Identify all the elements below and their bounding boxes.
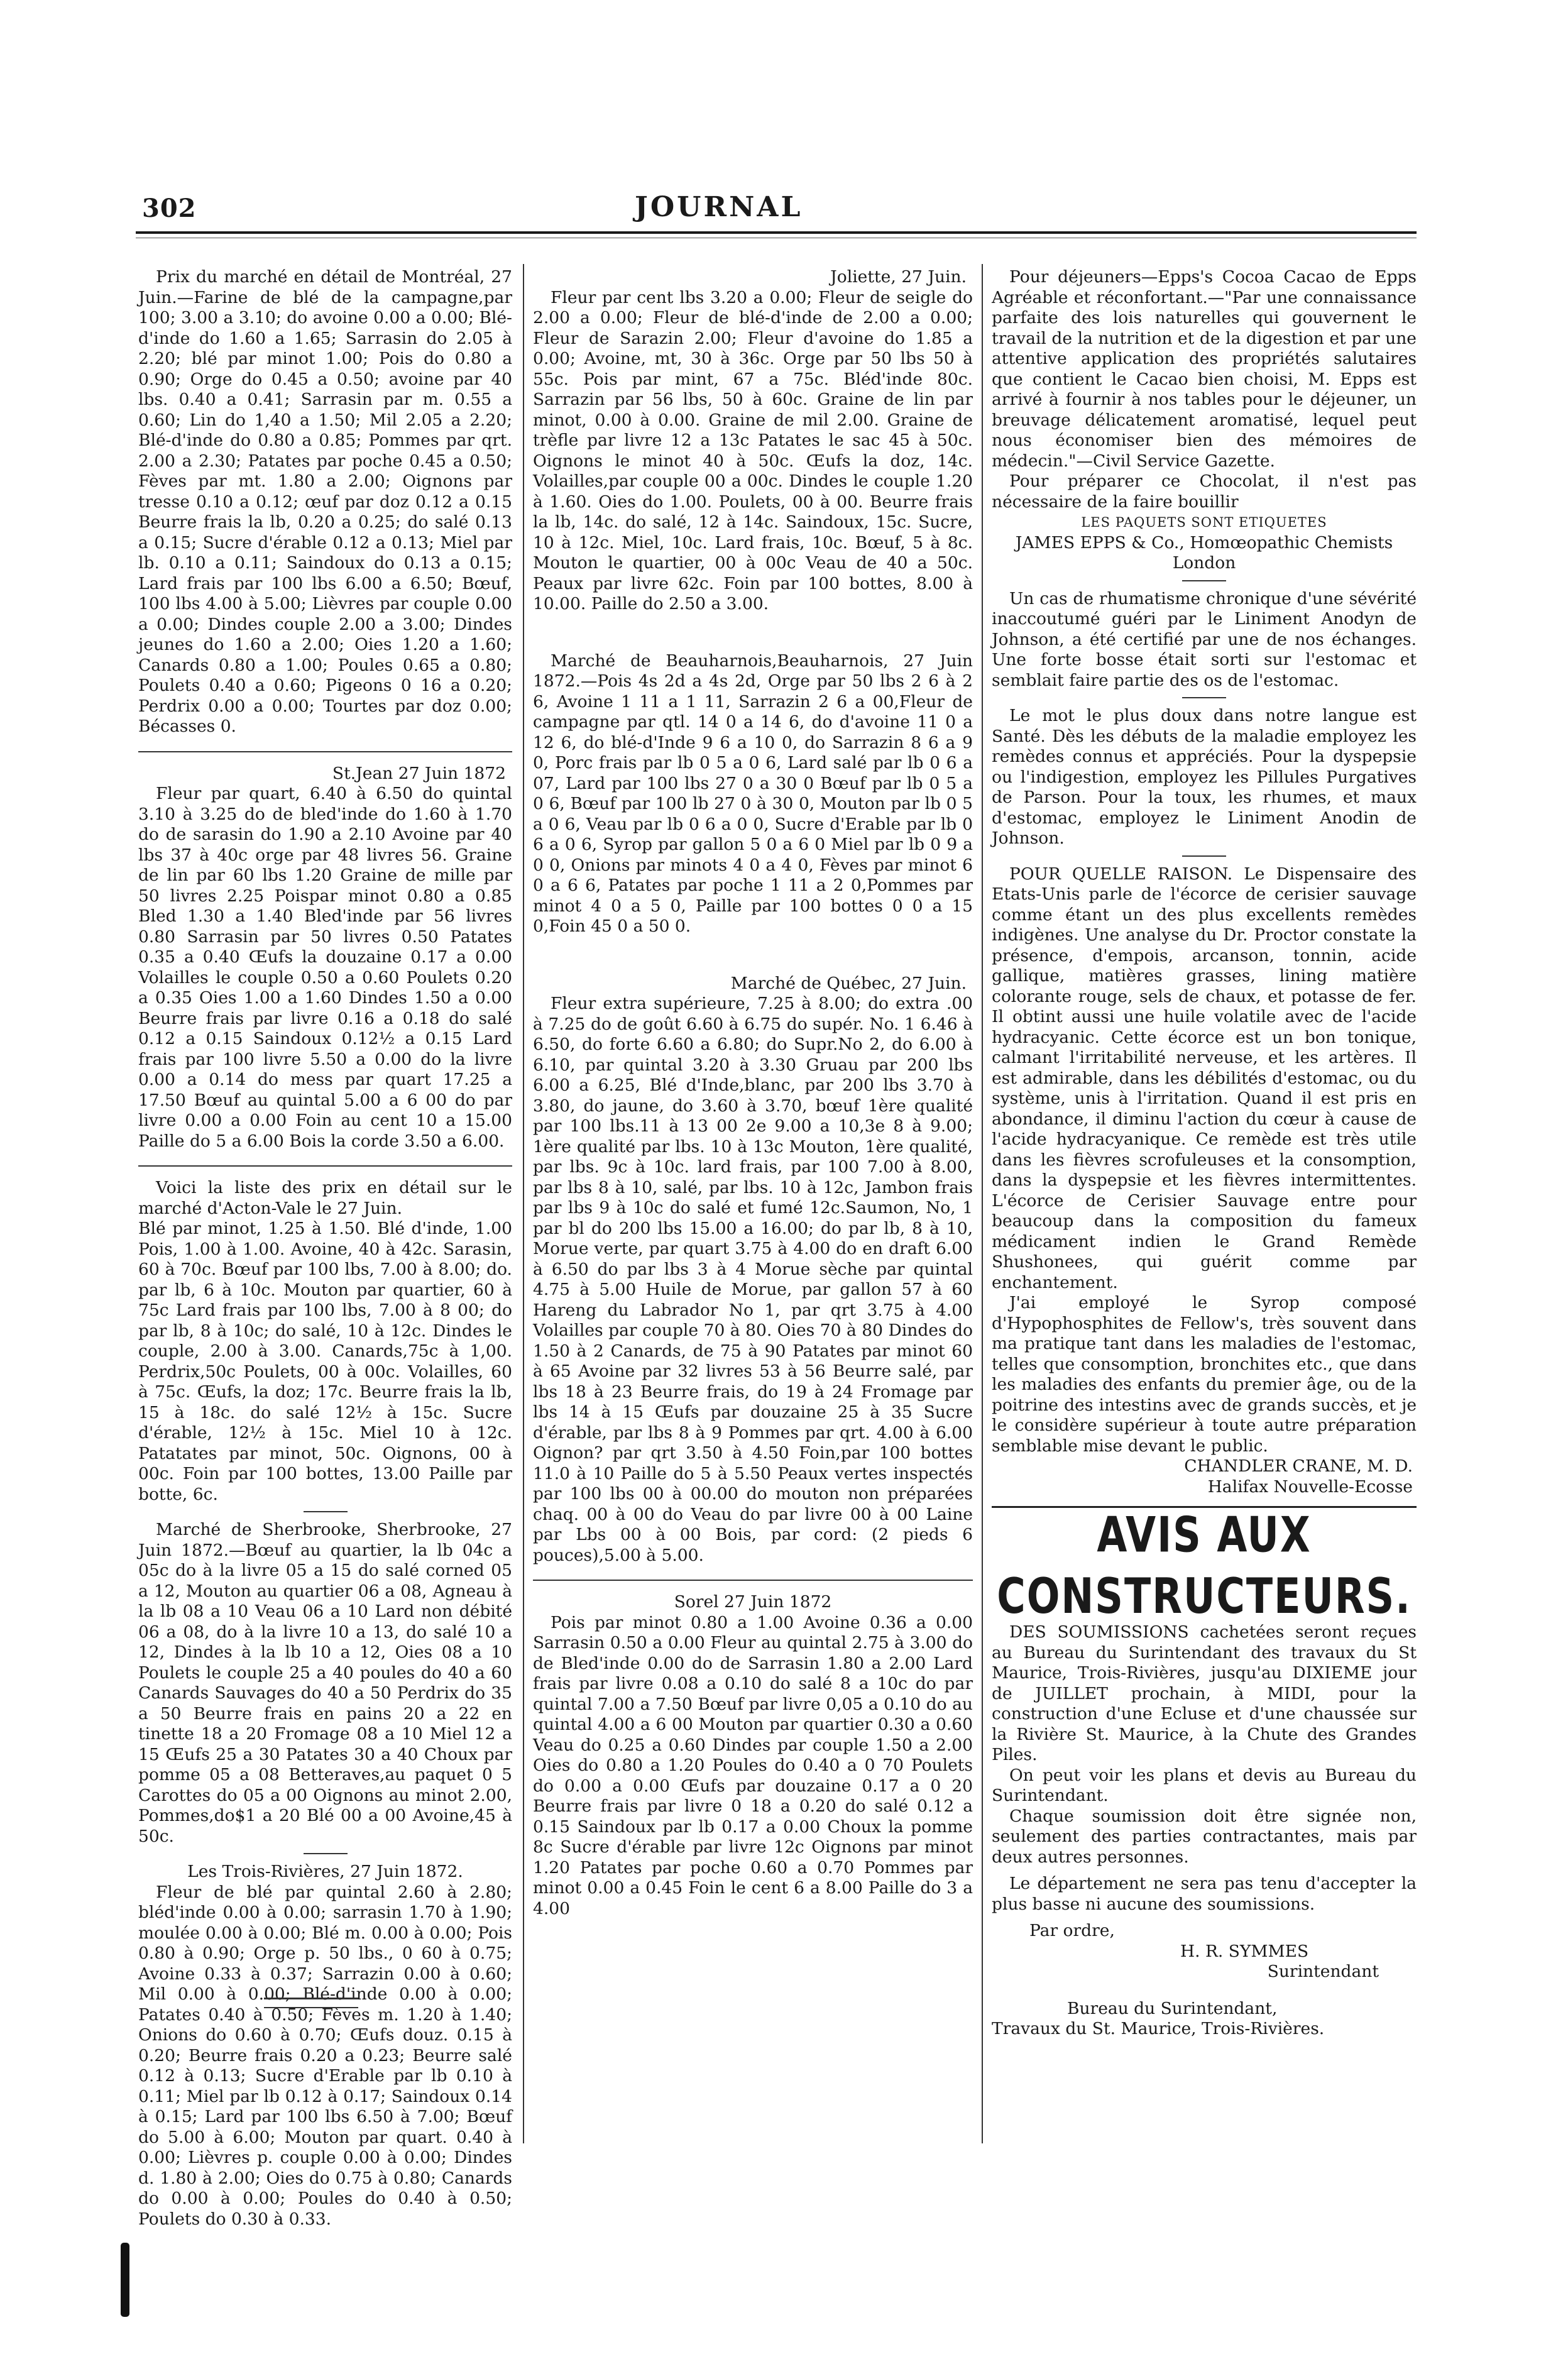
wild-cherry-notice: POUR QUELLE RAISON. Le Dispensaire des Etats-Unis parle de l'écorce de cerisier sauvage comme étant un des plus excellents remèdes indigènes. Une analyse du Dr. Proctor constate la présence, d'empois, arcanson, tonnin, acide gallique, matières grasses, lining matière colorante rouge, sels de chaux, et potasse de fer. Il obtint aussi une huile volatile avec de l'acide hydracyanic. Cette écorce est un bon tonique, calmant l'irritabilité nerveuse, et les artères. Il est admirable, dans les débilités d'estomac, ou du système, unis à l'irritation. Quand il est pris en abondance, il diminu l'action du cœur à cause de l'acide hydracyanique. Ce remède est très utile dans les fièvres scrofuleuses et la consomption, dans la dyspepsie et les fièvres intermittentes. L'écorce de Cerisier Sauvage entre pour beaucoup dans la composition du fameux médicament indien le Grand Remède Shushonees, qui guérit comme par enchantement. <box>992 864 1417 1292</box>
office-line-1: Bureau du Surintendant, <box>1067 1998 1278 2018</box>
acton-vale-market-report: Voici la liste des prix en détail sur le marché d'Acton-Vale le 27 Juin. Blé par minot, 1.25 à 1.50. Blé d'inde, 1.00 Pois, 1.00 à 1.00. Avoine, 40 à 42c. Sarasin, 60 à 70c. Bœuf par 100 lbs, 7.00 à 8.00; do. par lb, 6 à 10c. Mouton par quartier, 60 à 75c Lard frais par 100 lbs, 7.00 à 8 00; do par lb, 8 à 10c; do salé, 10 à 12c. Dindes le couple, 2.00 à 3.00. Canards,75c à 1,00. Perdrix,50c Poulets, 00 à 00c. Volailles, 60 à 75c. Œufs, la doz; 17c. Beurre frais la lb, 15 à 18c. do salé 12½ à 15c. Sucre d'érable, 12½ à 15c. Miel 10 à 12c. Patatates par minot, 50c. Oignons, 00 à 00c. Foin par 100 bottes, 13.00 Paille par botte, 6c. <box>138 1178 512 1504</box>
tender-notice-text-2: On peut voir les plans et devis au Bureau du Surintendant. <box>992 1765 1417 1805</box>
joliette-dateline: Joliette, 27 Juin. <box>830 267 967 287</box>
separator-short <box>1182 580 1226 581</box>
hypophosphites-testimonial: J'ai employé le Syrop composé d'Hypophosphites de Fellow's, très souvent dans ma pratique tant dans les maladies de l'estomac, telles que consomption, bronchites etc., que dans les maladies des enfants du premier âge, ou de la poitrine des intestins avec de grands succès, et je le considère supérieur à toute autre préparation semblable mise devant le public. <box>992 1293 1417 1456</box>
epps-cocoa-preparation: Pour préparer ce Chocolat, il n'est pas nécessaire de la faire bouillir <box>992 471 1417 512</box>
testimonial-signature: CHANDLER CRANE, M. D. <box>1184 1456 1413 1476</box>
running-title: JOURNAL <box>635 191 803 223</box>
epps-company: JAMES EPPS & Co., Homœopathic Chemists <box>1015 532 1393 553</box>
trois-rivieres-dateline: Les Trois-Rivières, 27 Juin 1872. <box>187 1862 463 1881</box>
separator-short <box>304 1511 348 1512</box>
separator <box>533 1580 973 1581</box>
header-rule <box>136 231 1417 234</box>
end-mark <box>264 1998 358 2008</box>
epps-labels-note: LES PAQUETS SONT ETIQUETES <box>1081 515 1327 530</box>
separator-short <box>1182 697 1226 698</box>
epps-cocoa-ad: Pour déjeuners—Epps's Cocoa Cacao de Epps Agréable et réconfortant.—"Par une connaissance parfaite des lois naturelles qui gouvernent le travail de la nutrition et de la digestion et par une attentive application des propriétés salutaires que contient le Cacao bien choisi, M. Epps est arrivé à fournir à nos tables pour le déjeuner, un breuvage délicatement aromatisé, lequel peut nous économiser bien des mémoires de médecin."—Civil Service Gazette. <box>992 267 1417 471</box>
scan-edge-mark <box>121 2243 129 2317</box>
tender-notice-text-4: Le département ne sera pas tenu d'accepter la plus basse ni aucune des soumissions. <box>992 1874 1417 1914</box>
rheumatism-notice: Un cas de rhumatisme chronique d'une sévérité inaccoutumé guéri par le Liniment Anodyn de Johnson, a été certifié par une de nos échanges. Une forte bosse était sorti sur l'estomac et semblait faire partie des os de l'estomac. <box>992 588 1417 690</box>
joliette-market-report: Fleur par cent lbs 3.20 a 0.00; Fleur de seigle do 2.00 a 0.00; Fleur de blé-d'inde de 2.00 a 0.00; Fleur de Sarazin 2.00; Fleur d'avoine do 1.85 a 0.00; Avoine, mt, 30 à 36c. Orge par 50 lbs 50 à 55c. Pois par mint, 67 a 75c. Bléd'inde 80c. Sarrazin par 56 lbs, 50 à 60c. Graine de lin par minot, 0.00 à 0.00. Graine de mil 2.00. Graine de trèfle par livre 12 a 13c Patates le sac 45 à 50c. Oignons le minot 40 à 50c. Œufs la doz, 14c. Volailles,par couple 00 a 00c. Dindes le couple 1.20 à 1.60. Oies do 1.00. Poulets, 00 à 00. Beurre frais la lb, 14c. do salé, 12 à 14c. Saindoux, 15c. Sucre, 10 à 12c. Miel, 10c. Lard frais, 10c. Bœuf, 5 à 8c. Mouton le quartier, 00 à 00c Veau de 40 a 50c. Peaux par livre 62c. Foin par 100 bottes, 8.00 à 10.00. Paille do 2.50 a 3.00. <box>533 287 973 613</box>
sherbrooke-market-report: Marché de Sherbrooke, Sherbrooke, 27 Juin 1872.—Bœuf au quartier, la lb 04c a 05c do à la livre 05 a 15 do salé corned 05 a 12, Mouton au quartier 06 a 08, Agneau à la lb 08 a 10 Veau 06 a 10 Lard non débité 06 a 08, do à la livre 10 a 13, do salé 10 a 12, Dindes à la lb 10 a 12, Oies 08 a 10 Poulets le couple 25 a 40 poules do 40 a 60 Canards Sauvages do 40 a 50 Perdrix do 35 a 50 Beurre frais en pains 20 a 22 en tinette 18 a 20 Fromage 08 a 10 Miel 12 a 15 Œufs 25 a 30 Patates 30 a 40 Choux par pomme 05 a 08 Betteraves,au paquet 0 5 Carottes do 05 a 00 Oignons au minot 2.00, Pommes,do$1 a 20 Blé 00 a 00 Avoine,45 à 50c. <box>138 1520 512 1846</box>
sorel-dateline: Sorel 27 Juin 1872 <box>674 1592 832 1612</box>
column-rule-1 <box>523 264 524 2143</box>
stjean-market-report: Fleur par quart, 6.40 à 6.50 do quintal 3.10 à 3.25 do de bled'inde do 1.60 à 1.70 do de sarasin do 1.90 a 2.10 Avoine par 40 lbs 37 à 40c orge par 48 livres 56. Graine de lin par 60 lbs 1.20 Graine de mille par 50 livres 2.25 Poispar minot 0.80 a 0.85 Bled 1.30 a 1.40 Bled'inde par 56 livres 0.80 Sarrasin par 50 livres 0.50 Patates 0.35 a 0.40 Œufs la douzaine 0.17 a 0.00 Volailles le couple 0.50 a 0.60 Poulets 0.20 a 0.35 Oies 1.00 a 1.60 Dindes 1.50 a 0.00 Beurre frais par livre 0.16 a 0.18 do salé 0.12 a 0.15 Saindoux 0.12½ a 0.15 Lard frais par 100 livre 5.50 a 0.00 do la livre 0.00 a 0.14 do mess par quart 17.25 a 17.50 Bœuf au quintal 5.00 a 6 00 do par livre 0.00 a 0.00 Foin au cent 10 a 15.00 Paille do 5 a 6.00 Bois la corde 3.50 a 6.00. <box>138 784 512 1151</box>
trois-rivieres-market-report: Fleur de blé par quintal 2.60 à 2.80; bléd'inde 0.00 à 0.00; sarrasin 1.70 à 1.90; moulée 0.00 à 0.00; Blé m. 0.00 à 0.00; Pois 0.80 à 0.90; Orge p. 50 lbs., 0 60 à 0.75; Avoine 0.33 à 0.37; Sarrazin 0.00 à 0.60; Mil 0.00 à 0.00; Blé-d'inde 0.00 à 0.00; Patates 0.40 à 0.50; Fèves m. 1.20 à 1.40; Onions do 0.60 à 0.70; Œufs douz. 0.15 à 0.20; Beurre frais 0.20 a 0.23; Beurre salé 0.12 à 0.13; Sucre d'Erable par lb 0.10 à 0.11; Miel par lb 0.12 à 0.17; Saindoux 0.14 à 0.15; Lard par 100 lbs 6.50 à 7.00; Bœuf do 5.00 à 6.00; Mouton par quart. 0.40 à 0.00; Lièvres p. couple 0.00 à 0.00; Dindes d. 1.80 à 2.00; Oies do 0.75 à 0.80; Canards do 0.00 à 0.00; Poules do 0.40 à 0.50; Poulets do 0.30 à 0.33. <box>138 1882 512 2229</box>
quebec-dateline: Marché de Québec, 27 Juin. <box>730 973 967 993</box>
quebec-market-report: Fleur extra supérieure, 7.25 à 8.00; do extra .00 à 7.25 do de goût 6.60 à 6.75 do supér. No. 1 6.46 à 6.50, do forte 6.60 a 6.80; do Supr.No 2, do 6.00 à 6.10, par quintal 3.20 à 3.30 Gruau par 200 lbs 6.00 a 6.25, Blé d'Inde,blanc, par 200 lbs 3.70 à 3.80, do jaune, do 3.60 à 3.70, bœuf 1ère qualité par 100 lbs.11 à 13 00 2e 9.00 a 10,3e 8 à 9.00; 1ère qualité par lbs. 10 à 13c Mouton, 1ère qualité, par lbs. 9c à 10c. lard frais, par 100 7.00 à 8.00, par lbs 8 à 10, salé, par lbs. 10 à 12c, Jambon frais par lbs 9 à 10c do salé et fumé 12c.Saumon, No, 1 par bl do 200 lbs 15.00 a 16.00; do par lb, 8 à 10, Morue verte, par quart 3.75 à 4.00 do en draft 6.00 à 6.50 do par lbs 3 à 4 Morue sèche par quintal 4.75 à 5.00 Huile de Morue, par gallon 57 à 60 Hareng du Labrador No 1, par qrt 3.75 à 4.00 Volailles par couple 70 à 80. Oies 70 à 80 Dindes do 1.50 à 2 Canards, de 75 à 90 Patates par minot 60 à 65 Avoine par 32 livres 53 à 56 Beurre salé, par lbs 18 à 23 Beurre frais, do 19 à 24 Fromage par lbs 14 à 15 Œufs par douzaine 25 à 35 Sucre d'érable, par lbs 8 à 9 Pommes par qrt. 4.00 à 6.00 Oignon? par qrt 3.50 à 4.50 Foin,par 100 bottes 11.0 à 10 Paille do 5 à 5.50 Peaux vertes inspectés par 100 lbs 00 à 00.00 do mouton non préparées chaq. 00 à 00 do Veau do par livre 00 à 00 Laine par Lbs 00 à 00 Bois, par cord: (2 pieds 6 pouces),5.00 à 5.00. <box>533 994 973 1565</box>
separator-short <box>304 1853 348 1854</box>
testimonial-place: Halifax Nouvelle-Ecosse <box>1207 1476 1413 1497</box>
separator <box>138 751 512 752</box>
montreal-market-report: Prix du marché en détail de Montréal, 27 Juin.—Farine de blé de la campagne,par 100; 3.00 a 3.10; do avoine 0.00 a 0.00; Blé-d'inde do 1.60 a 1.65; Sarrasin do 2.05 à 2.20; blé par minot 1.00; Pois do 0.80 a 0.90; Orge do 0.45 a 0.50; avoine par 40 lbs. 0.40 a 0.41; Sarrasin par m. 0.55 a 0.60; Lin do 1,40 a 1.50; Mil 2.05 a 2.20; Blé-d'inde do 0.80 a 0.85; Pommes par qrt. 2.00 a 2.30; Patates par poche 0.45 a 0.50; Fèves par mt. 1.80 a 2.00; Oignons par tresse 0.10 a 0.12; œuf par doz 0.12 a 0.15 Beurre frais la lb, 0.20 a 0.25; do salé 0.13 a 0.15; Sucre d'érable 0.12 a 0.13; Miel par lb. 0.10 a 0.11; Saindoux do 0.13 a 0.15; Lard frais par 100 lbs 6.00 a 6.50; Bœuf, 100 lbs 4.00 à 5.00; Lièvres par couple 0.00 a 0.00; Dindes couple 2.00 a 3.00; Dindes jeunes do 1.60 a 2.00; Oies 1.20 a 1.60; Canards 0.80 a 1.00; Poules 0.65 a 0.80; Poulets 0.40 a 0.60; Pigeons 0 16 a 0.20; Perdrix 0.00 a 0.00; Tourtes par doz 0.00; Bécasses 0. <box>138 267 512 736</box>
by-order: Par ordre, <box>1029 1921 1115 1940</box>
page-number: 302 <box>142 194 197 223</box>
column-3 <box>992 267 1417 2040</box>
tender-notice-title: AVIS AUX CONSTRUCTEURS. <box>997 1506 1412 1625</box>
tender-notice-text-1: DES SOUMISSIONS cachetées seront reçues au Bureau du Surintendant des travaux du St Maurice, Trois-Rivières, jusqu'au DIXIEME jour de JUILLET prochain, à MIDI, pour la construction d'une Ecluse et d'une chaussée sur la Rivière St. Maurice, à la Chute des Grandes Piles. <box>992 1622 1417 1764</box>
column-2 <box>533 267 973 1919</box>
office-line-2: Travaux du St. Maurice, Trois-Rivières. <box>992 2019 1325 2038</box>
stjean-dateline: St.Jean 27 Juin 1872 <box>332 763 506 783</box>
beauharnois-market-report: Marché de Beauharnois,Beauharnois, 27 Juin 1872.—Pois 4s 2d a 4s 2d, Orge par 50 lbs 2 6 à 2 6, Avoine 1 11 a 1 11, Sarrazin 2 6 a 00,Fleur de campagne par qtl. 14 0 a 14 6, do d'avoine 11 0 a 12 6, do blé-d'Inde 9 6 a 10 0, do Sarrazin 8 6 a 9 0, Porc frais par lb 0 5 a 0 6, Lard salé par lb 0 6 a 07, Lard par 100 lbs 27 0 a 30 0 Bœuf par lb 0 5 a 0 6, Bœuf par 100 lb 27 0 à 30 0, Mouton par lb 0 5 a 0 6, Veau par lb 0 6 a 0 0, Sucre d'Erable par lb 0 6 a 0 6, Syrop par gallon 5 0 a 6 0 Miel par lb 0 9 a 0 0, Onions par minots 4 0 a 4 0, Fèves par minot 6 0 a 6 6, Patates par poche 1 11 a 2 0,Pommes par minot 4 0 a 5 0, Paille par 100 bottes 0 0 a 15 0,Foin 45 0 a 50 0. <box>533 651 973 936</box>
health-notice: Le mot le plus doux dans notre langue est Santé. Dès les débuts de la maladie employez les remèdes connus et appréciés. Pour la dyspepsie ou l'indigestion, employez les Pillules Purgatives de Parson. Pour la toux, les rhumes, et maux d'estomac, employez le Liniment Anodin de Johnson. <box>992 706 1417 848</box>
sorel-market-report: Pois par minot 0.80 a 1.00 Avoine 0.36 a 0.00 Sarrasin 0.50 a 0.00 Fleur au quintal 2.75 à 3.00 do de Bled'inde 0.00 do de Sarrasin 1.80 a 2.00 Lard frais par livre 0.08 a 0.10 do salé 8 a 10c do par quintal 7.00 a 7.50 Bœuf par livre 0,05 a 0.10 do au quintal 4.00 a 6 00 Mouton par quartier 0.30 a 0.60 Veau do 0.25 a 0.60 Dindes par couple 1.50 a 2.00 Oies do 0.80 a 1.20 Poules do 0.40 a 0 70 Poulets do 0.00 a 0.00 Œufs par douzaine 0.17 a 0 20 Beurre frais par livre 0 18 a 0.20 do salé 0.12 a 0.15 Saindoux par lb 0.17 a 0.00 Choux la pomme 8c Sucre d'érable par livre 12c Oignons par minot 1.20 Patates par poche 0.60 a 0.70 Pommes par minot 0.00 a 0.45 Foin le cent 6 a 8.00 Paille do 3 a 4.00 <box>533 1612 973 1918</box>
epps-location: London <box>1172 553 1236 573</box>
signer-title: Surintendant <box>1267 1962 1379 1981</box>
tender-notice-text-3: Chaque soumission doit être signée non, seulement des parties contractantes, mais par deux autres personnes. <box>992 1806 1417 1867</box>
column-1 <box>138 267 512 2229</box>
signer-name: H. R. SYMMES <box>1180 1941 1309 1961</box>
column-rule-2 <box>982 264 983 2143</box>
separator-short <box>1182 855 1226 857</box>
separator <box>138 1165 512 1167</box>
